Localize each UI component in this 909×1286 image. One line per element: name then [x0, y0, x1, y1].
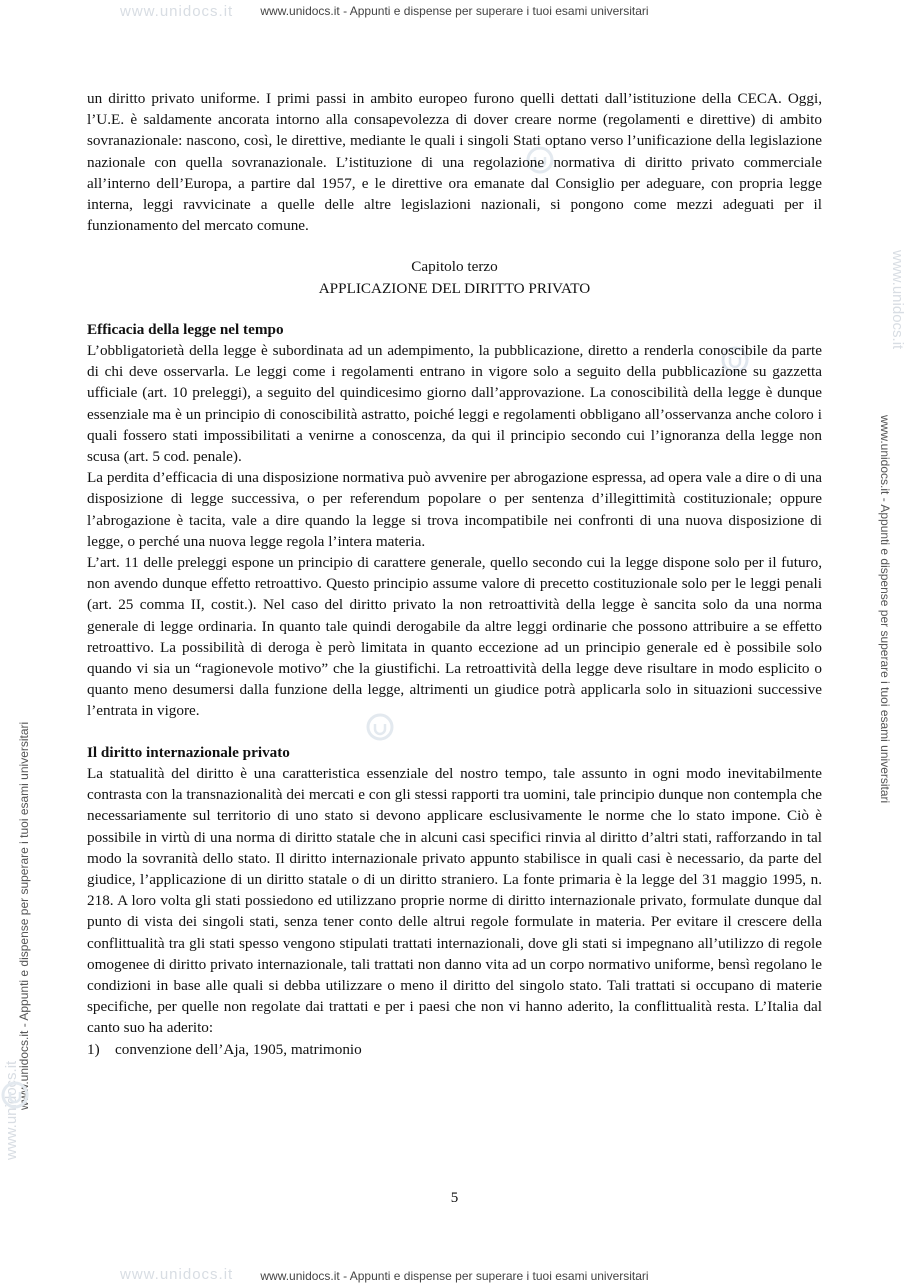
intro-paragraph: un diritto privato uniforme. I primi passi in ambito europeo furono quelli dettati dall’istituzione della CECA. Oggi, l’U.E. è saldamente ancorata intorno alla consapevolezza di dover creare norme (regolamenti e direttive) di ambito sovranazionale: nascono, così, le direttive, mediante le quali i singoli Stati optano verso l’unificazione della legislazione nazionale con quella sovranazionale. L’istituzione di una regolazione normativa di diritto privato commerciale all’interno dell’Europa, a partire dal 1957, e le direttive ora emanate dal Consiglio per adeguare, con propria legge interna, leggi ravvicinate a quelle delle altre legislazioni nazionali, si pongono come mezzi adeguati per il funzionamento del mercato comune.	[87, 90, 822, 235]
paragraph: La statualità del diritto è una caratteristica essenziale del nostro tempo, tale assunto in ogni modo inevitabilmente contrasta con la transnazionalità dei mercati e con gli stessi rapporti tra uomini, tale principio dunque non contempla che necessariamente sul territorio di uno stato si devono applicare esclusivamente le norme che lo stato impone. Ciò è possibile in virtù di una norma di diritto statale che in alcuni casi specifici rinvia al diritto d’altri stati, rafforzando in tal modo la sovranità dello stato. Il diritto internazionale privato appunto stabilisce in quali casi è necessario, da parte del giudice, l’applicazione di un diritto statale o di un diritto straniero. La fonte primaria è la legge del 31 maggio 1995, n. 218. A loro volta gli stati possiedono ed utilizzano proprie norme di diritto internazionale privato, formulate dunque dal punto di vista dei singoli stati, senza tener conto delle altrui regole formulate in materia. Per evitare il crescere della conflittualità tra gli stati spesso vengono stipulati trattati internazionali, dove gli stati si impegnano all’utilizzo di regole omogenee di diritto privato internazionale, tali trattati non danno vita ad un corpo normativo uniforme, bensì regolano le condizioni in base alle quali si debba utilizzare o meno il diritto del singolo stato. Tali trattati si occupano di materie specifiche, per quelle non regolate dai trattati e per i paesi che non vi hanno aderito, la conflittualità resta. L’Italia dal canto suo ha aderito:	[87, 764, 822, 1037]
chapter-label: Capitolo terzo	[411, 258, 498, 276]
list-item	[87, 1039, 822, 1060]
paragraph: La perdita d’efficacia di una disposizione normativa può avvenire per abrogazione espressa, ad opera vale a dire o di una disposizione di legge successiva, o per referendum popolare o per sentenza d’illegittimità costituzionale; oppure l’abrogazione è tacita, vale a dire quando la legge si trova incompatibile nei confronti di una nuova disposizione di legge, o perché una nuova legge regola l’intera materia.	[87, 469, 822, 550]
watermark-ghost-header: www.unidocs.it	[120, 3, 234, 20]
paragraph: L’art. 11 delle preleggi espone un principio di carattere generale, quello secondo cui la legge dispone solo per il futuro, non avendo dunque effetto retroattivo. Questo principio assume valore di precetto costituzionale solo per le leggi penali (art. 25 comma II, costit.). Nel caso del diritto privato la non retroattività della legge è sancita solo da una norma generale di legge ordinaria. In quanto tale quindi derogabile da altre leggi ordinarie che possono attribuire a se effetto retroattivo. La possibilità di deroga è però limitata in quanto eccezione ad un principio generale ed è possibile solo quando vi sia un “ragionevole motivo” che la giustifichi. La retroattività della legge deve risultare in modo esplicito o quanto meno desumersi dalla funzione della legge, altrimenti un giudice potrà applicarla solo in situazioni successive l’entrata in vigore.	[87, 554, 822, 720]
watermark-footer: www.unidocs.it - Appunti e dispense per superare i tuoi esami universitari	[260, 1269, 649, 1283]
watermark-ghost-footer: www.unidocs.it	[120, 1266, 234, 1283]
list-item-number: 1)	[87, 1040, 100, 1058]
chapter-title: APPLICAZIONE DEL DIRITTO PRIVATO	[318, 279, 591, 297]
watermark-logo-icon	[0, 1080, 30, 1110]
section-title: Il diritto internazionale privato	[87, 743, 290, 761]
watermark-side-right: www.unidocs.it - Appunti e dispense per superare i tuoi esami universitari	[878, 415, 892, 804]
numbered-list	[87, 1039, 822, 1060]
paragraph: L’obbligatorietà della legge è subordinata ad un adempimento, la pubblicazione, diretto a renderla conoscibile da parte di chi deve osservarla. Le leggi come i regolamenti entrano in vigore solo a seguito della pubblicazione su gazzetta ufficiale (art. 10 preleggi), a seguito del quindicesimo giorno dall’approvazione. La conoscibilità della legge è dunque essenziale ma è un principio di conoscibilità astratto, poiché leggi e regolamenti obbligano all’osservanza anche coloro i quali fossero stati impossibilitati a venirne a conoscenza, da qui il principio secondo cui l’ignoranza della legge non scusa (art. 5 cod. penale).	[87, 342, 822, 466]
watermark-ghost-left: www.unidocs.it	[3, 1060, 20, 1160]
watermark-side-left: www.unidocs.it - Appunti e dispense per superare i tuoi esami universitari	[17, 721, 31, 1110]
watermark-ghost-right: www.unidocs.it	[889, 250, 906, 350]
page-number: 5	[450, 1190, 459, 1206]
document-body	[87, 88, 822, 1060]
section-title: Efficacia della legge nel tempo	[87, 320, 284, 338]
watermark-header: www.unidocs.it - Appunti e dispense per superare i tuoi esami universitari	[260, 4, 649, 18]
list-item-text: convenzione dell’Aja, 1905, matrimonio	[115, 1040, 362, 1058]
chapter-heading	[87, 256, 822, 298]
